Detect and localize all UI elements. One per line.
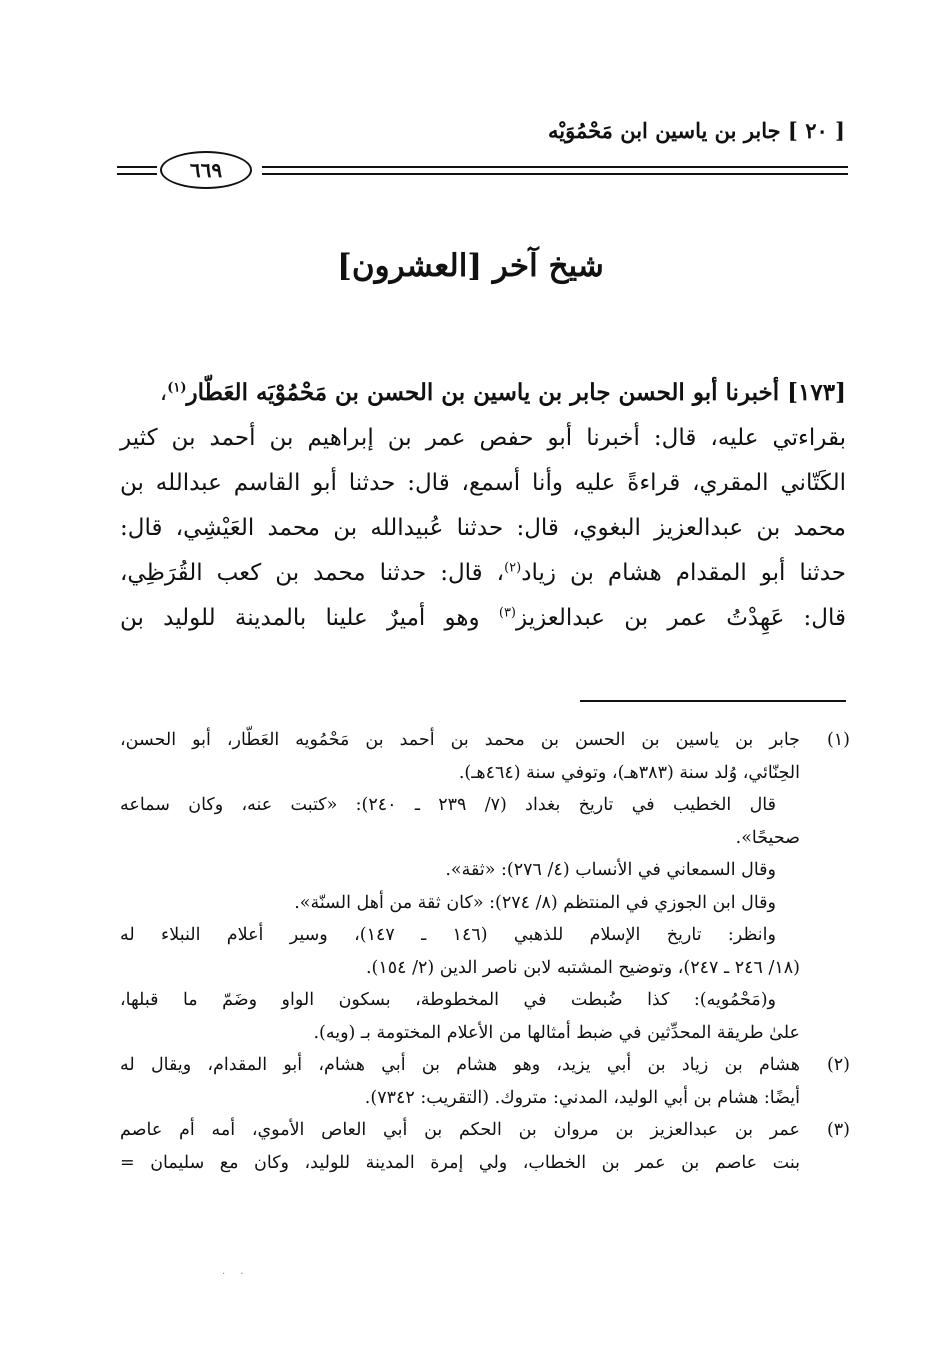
header-rule (262, 166, 848, 168)
main-line (120, 551, 846, 596)
footnote-separator (580, 700, 846, 702)
scan-speck: . . (222, 1266, 250, 1277)
main-line (120, 596, 846, 641)
footnote-number: (٢) (826, 1055, 850, 1075)
footnote (120, 724, 850, 1049)
footnote-line: هشام بن زياد بن أبي يزيد، وهو هشام بن أبي هشام، أبو المقدام، ويقال له (120, 1055, 800, 1075)
footnote-line: بنت عاصم بن عمر بن الخطاب، ولي إمرة المدينة للوليد، وكان مع سليمان = (120, 1152, 800, 1173)
footnotes (120, 724, 850, 1179)
header-rule-short (117, 173, 157, 175)
footnote-ref: (١) (167, 380, 187, 396)
footnote-line: علىٰ طريقة المحدِّثين في ضبط أمثالها من الأعلام المختومة بـ (ويه). (313, 1022, 800, 1043)
footnote-ref: (٣) (498, 605, 516, 621)
footnote-line: الحِنّائي، وُلد سنة (٣٨٣هـ)، وتوفي سنة (٤٦٤هـ). (458, 762, 800, 783)
footnote-line: صحيحًا». (735, 827, 800, 848)
footnote-line: أيضًا: هشام بن أبي الوليد، المدني: متروك. (التقريب: ٧٣٤٢). (364, 1087, 800, 1108)
main-line-text: وهو أميرٌ علينا بالمدينة للوليد بن (120, 605, 499, 631)
footnote-line: وقال ابن الجوزي في المنتظم (٨/ ٢٧٤): «كان ثقة من أهل السنّة». (294, 892, 776, 913)
footnote-line: وقال السمعاني في الأنساب (٤/ ٢٧٦): «ثقة». (445, 860, 776, 880)
header-rule-short (117, 166, 157, 168)
footnote-line: (١٨/ ٢٤٦ ـ ٢٤٧)، وتوضيح المشتبه لابن ناصر الدين (٢/ ١٥٤). (365, 957, 800, 978)
main-line-text: حدثنا أبو المقدام هشام بن زياد (521, 560, 846, 586)
footnote-number: (١) (826, 730, 850, 750)
footnote-number: (٣) (826, 1120, 850, 1140)
footnote-line: جابر بن ياسين بن الحسن بن محمد بن أحمد بن مَحْمُويه العَطّار، أبو الحسن، (120, 730, 800, 750)
footnote (120, 1049, 850, 1114)
page-number: ٦٦٩ (160, 151, 252, 189)
footnote-line: و(مَحْمُويه): كذا ضُبطت في المخطوطة، بسكون الواو وضَمّ ما قبلها، (120, 990, 776, 1010)
main-line-text: ، (159, 380, 168, 406)
main-line: بقراءتي عليه، قال: أخبرنا أبو حفص عمر بن إبراهيم بن أحمد بن كثير (120, 425, 846, 451)
footnote-line: قال الخطيب في تاريخ بغداد (٧/ ٢٣٩ ـ ٢٤٠): «كتبت عنه، وكان سماعه (120, 795, 776, 815)
main-line (120, 370, 846, 416)
section-heading: شيخ آخر [العشرون] (337, 248, 604, 284)
main-line-text: قال: عَهِدْتُ عمر بن عبدالعزيز (516, 605, 846, 631)
main-line: محمد بن عبدالعزيز البغوي، قال: حدثنا عُبيدالله بن محمد العَيْشِي، قال: (120, 515, 846, 541)
footnote-ref: (٢) (504, 560, 522, 576)
header-rule (262, 173, 848, 175)
main-line: الكَتّاني المقري، قراءةً عليه وأنا أسمع، قال: حدثنا أبو القاسم عبدالله بن (120, 470, 846, 496)
footnote-line: عمر بن عبدالعزيز بن مروان بن الحكم بن أبي العاص الأموي، أمه أم عاصم (120, 1120, 800, 1140)
running-header-title: [ ٢٠ ] جابر بن ياسين ابن مَحْمُوَيْه (548, 118, 845, 143)
main-line-text: ، قال: حدثنا محمد بن كعب القُرَظِي، (120, 560, 505, 586)
footnote-line: وانظر: تاريخ الإسلام للذهبي (١٤٦ ـ ١٤٧)، وسير أعلام النبلاء له (120, 925, 776, 945)
footnote (120, 1114, 850, 1179)
main-text (120, 370, 846, 641)
main-line-text: [١٧٣] أخبرنا أبو الحسن جابر بن ياسين بن الحسن بن مَحْمُوْيَه العَطّار (186, 379, 846, 406)
